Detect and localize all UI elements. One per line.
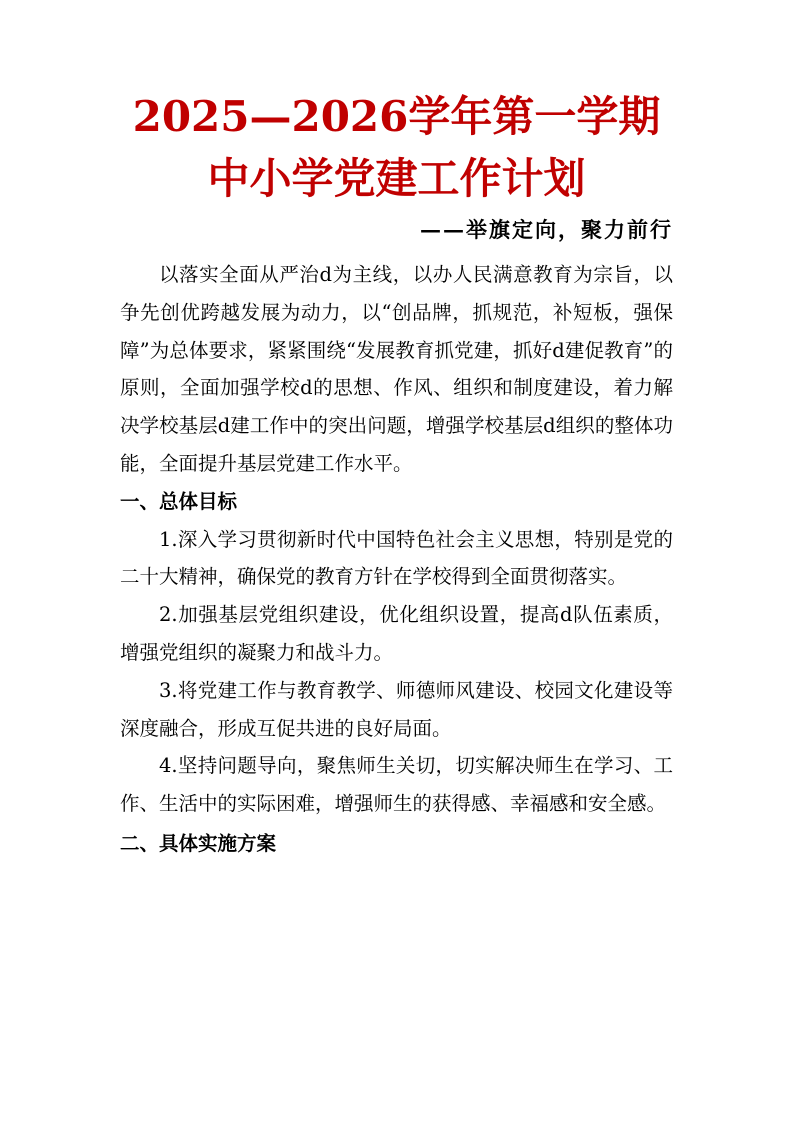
document-subtitle: ——举旗定向，聚力前行 xyxy=(420,217,673,242)
document-title xyxy=(120,86,673,210)
goal-item-3: 3.将党建工作与教育教学、师德师风建设、校园文化建设等深度融合，形成互促共进的良好局面。 xyxy=(120,678,673,740)
goal-item-1: 1.深入学习贯彻新时代中国特色社会主义思想，特别是党的二十大精神，确保党的教育方针在学校得到全面贯彻落实。 xyxy=(120,527,673,589)
intro-paragraph: 以落实全面从严治d为主线，以办人民满意教育为宗旨，以争先创优跨越发展为动力，以“创品牌，抓规范，补短板，强保障”为总体要求，紧紧围绕“发展教育抓党建，抓好d建促教育”的原则，全面加强学校d的思想、作风、组织和制度建设，着力解决学校基层d建工作中的突出问题，增强学校基层d组织的整体功能，全面提升基层党建工作水平。 xyxy=(120,263,673,475)
section-heading-goals: 一、总体目标 xyxy=(120,489,238,513)
goal-item-2: 2.加强基层党组织建设，优化组织设置，提高d队伍素质，增强党组织的凝聚力和战斗力。 xyxy=(120,603,673,664)
title-line-2: 中小学党建工作计划 xyxy=(207,154,586,203)
section-heading-implementation: 二、具体实施方案 xyxy=(120,831,277,855)
goal-item-4: 4.坚持问题导向，聚焦师生关切，切实解决师生在学习、工作、生活中的实际困难，增强师生的获得感、幸福感和安全感。 xyxy=(120,754,673,816)
title-line-1: 2025—2026学年第一学期 xyxy=(132,92,661,141)
